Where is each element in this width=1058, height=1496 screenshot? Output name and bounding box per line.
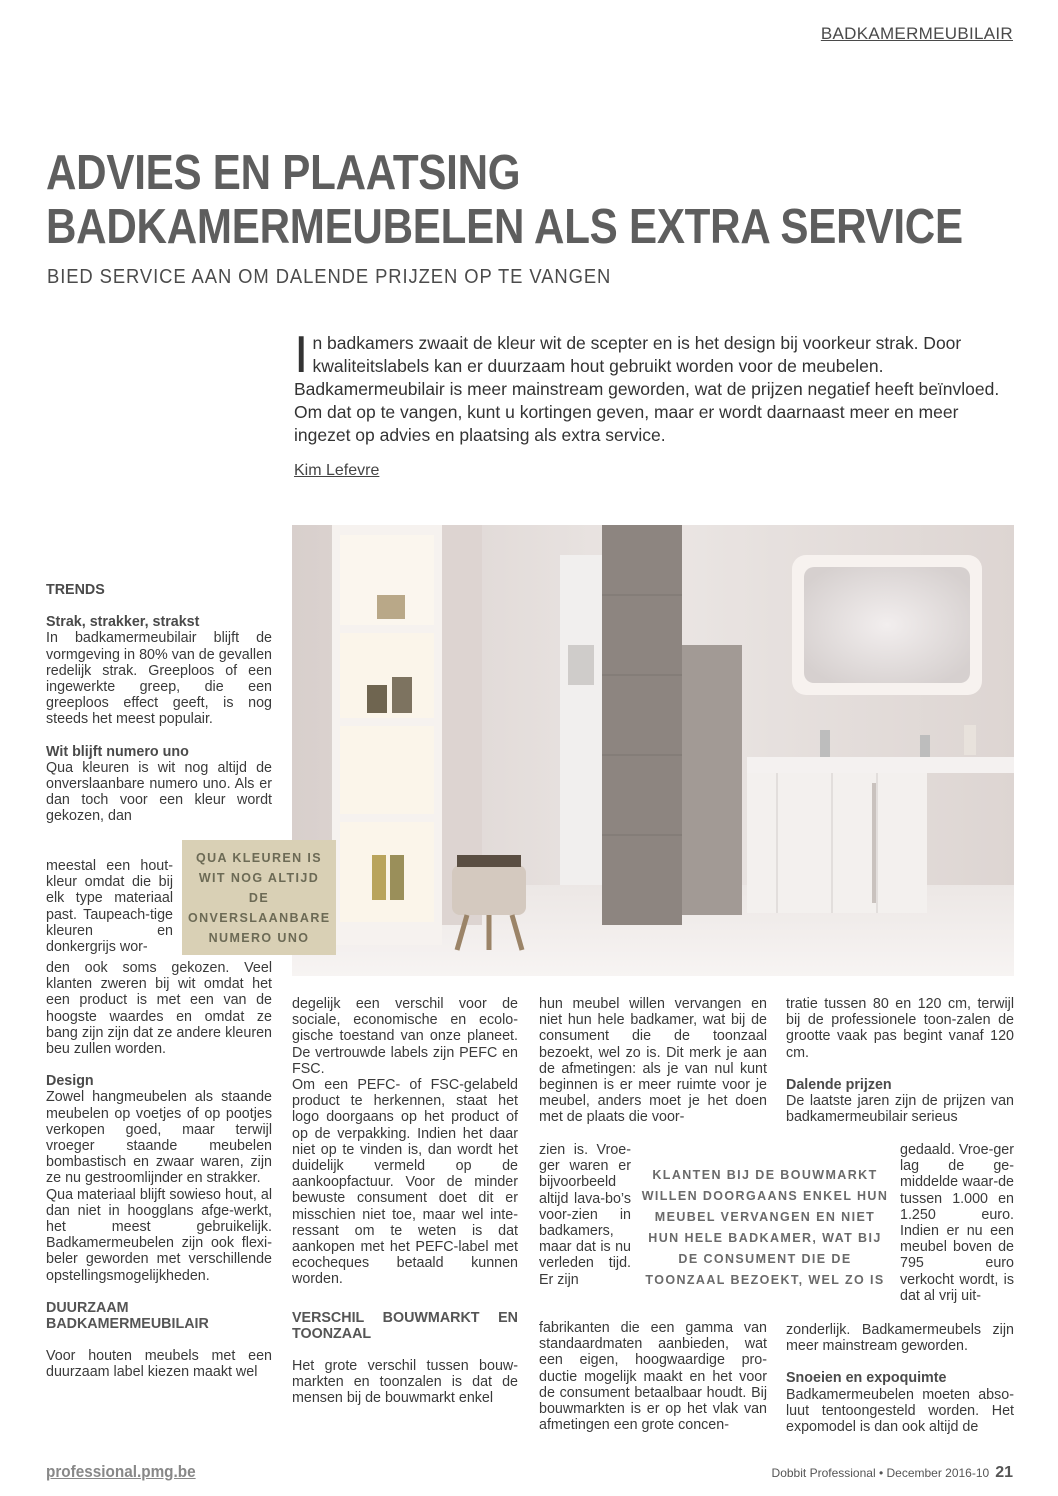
paragraph-col3-1: hun meubel willen vervangen en niet hun hele badkamer, wat bij de consument die de toonzaal bezoekt, wel zo is. Dit merk je aan de afmetingen: als je van nul kunt beginnen is er meer ruimte voor je meubel, anders moet je het doen met de plaats die voor-	[539, 996, 767, 1126]
paragraph-col3-1b: zien is. Vroe-ger waren er bijvoorbeeld altijd lava-bo’s voor-zien in badkamers, maar dat is nu verleden tijd. Er zijn	[539, 1142, 631, 1288]
heading-strak: Strak, strakker, strakst	[46, 614, 200, 631]
pull-quote-2: KLANTEN BIJ DE BOUWMARKT WILLEN DOORGAANS ENKEL HUN MEUBEL VERVANGEN EN NIET HUN HELE BADKAMER, WAT BIJ DE CONSUMENT DIE DE TOONZAAL BEZOEKT, WEL ZO IS	[641, 1168, 889, 1287]
heading-design: Design	[46, 1073, 94, 1090]
title-line-2: BADKAMERMEUBELEN ALS EXTRA SERVICE	[46, 200, 963, 254]
paragraph-col4-2a: De laatste jaren zijn de prijzen van badkamermeubilair serieus	[786, 1093, 1014, 1126]
heading-verschil: VERSCHIL BOUWMARKT EN TOONZAAL	[292, 1309, 518, 1342]
column-4	[786, 996, 1014, 1125]
article-title	[46, 146, 963, 254]
paragraph-col3-2: fabrikanten die een gamma van standaardmaten aanbieden, wat een eigen, hoogwaardige pro-ductie mogelijk maakt en het voor de consument betaalbaar houdt. Bij bouwmarkten is er op het vlak van afmetingen een grote concen-	[539, 1320, 767, 1434]
heading-snoeien: Snoeien en expoquimte	[786, 1370, 947, 1387]
paragraph-wit-c: den ook soms gekozen. Veel klanten zweren bij wit omdat het een product is met een van de hoogste waardes en omdat ze bang zijn zijn dat ze andere kleuren beu zullen worden.	[46, 960, 272, 1058]
paragraph-col4-2b: gedaald. Vroe-ger lag de ge-middelde waar-de tussen 1.000 en 1.250 euro. Indien er nu een meubel boven de 795 euro verkocht wordt, is dat al vrij uit-	[900, 1142, 1014, 1304]
heading-duurzaam: DUURZAAM BADKAMERMEUBILAIR	[46, 1299, 209, 1333]
section-tag: BADKAMERMEUBILAIR	[820, 24, 1013, 43]
paragraph-wit-a: Qua kleuren is wit nog altijd de onverslaanbare numero uno. Als er dan toch voor een kleur wordt gekozen, dan	[46, 759, 272, 825]
heading-dalende: Dalende prijzen	[786, 1076, 892, 1093]
heading-trends: TRENDS	[46, 582, 105, 598]
paragraph-col2-3: Het grote verschil tussen bouw-markten en toonzalen is dat de mensen bij de bouwmarkt enkel	[292, 1358, 518, 1407]
paragraph-duurzaam: Voor houten meubels met een duurzaam label kiezen maakt wel	[46, 1348, 272, 1381]
pull-quote-1: QUA KLEUREN IS WIT NOG ALTIJD DE ONVERSLAANBARE NUMERO UNO	[182, 840, 336, 955]
drop-cap: I	[294, 326, 309, 384]
column-2	[292, 996, 518, 1407]
paragraph-col4-1: tratie tussen 80 en 120 cm, terwijl bij de professionele toon-zalen de grootte vaak pas begint vanaf 120 cm.	[786, 996, 1014, 1061]
paragraph-design-2: Qua materiaal blijft sowieso hout, al dan niet in hoogglans afge-werkt, het meest gebruikelijk. Badkamermeubelen zijn ook flexi-beler geworden met verschillende opstellingsmogelijkheden.	[46, 1186, 272, 1284]
heading-wit: Wit blijft numero uno	[46, 743, 189, 760]
column-1-wrap	[46, 858, 173, 955]
paragraph-design-1: Zowel hangmeubelen als staande meubelen op voetjes of op pootjes verkopen goed, maar terwijl vroeger staande meubelen bombastisch en zwaar waren, zijn ze nu gestroomlijnder en strakker.	[46, 1089, 272, 1187]
intro-text: n badkamers zwaait de kleur wit de scepter en is het design bij voorkeur strak. Door kwaliteitslabels kan er duurzaam hout gebruikt worden voor de meubelen. Badkamermeubilair is meer mainstream geworden, wat de prijzen negatief heeft beïnvloed. Om dat op te vangen, kunt u kortingen geven, maar er wordt daarnaast meer en meer ingezet op advies en plaatsing als extra service.	[294, 333, 1000, 445]
column-1-cont	[46, 960, 272, 1381]
paragraph-col2-1: degelijk een verschil voor de sociale, economische en ecolo-gische toestand van onze planeet. De vertrouwde labels zijn PEFC en FSC.	[292, 996, 518, 1077]
paragraph-col2-2: Om een PEFC- of FSC-gelabeld product te herkennen, staat het logo doorgaans op het product of op de verpakking. Indien het daar niet op te vinden is, dan wordt het duidelijk vermeld op de aankoopfactuur. Voor de minder bewuste consument doet dit er misschien niet toe, maar wel inte-ressant om te weten is dat aankopen met het PEFC-label met ecocheques betaald kunnen worden.	[292, 1077, 518, 1288]
paragraph-wit-b: meestal een hout-kleur omdat die bij elk type materiaal past. Taupeach-tige kleuren en donkergrijs wor-	[46, 858, 173, 956]
footer-info	[772, 1464, 1013, 1482]
column-3-wrap	[539, 1142, 631, 1288]
bathroom-illustration	[292, 525, 1014, 976]
paragraph-strak: In badkamermeubilair blijft de vormgeving in 80% van de gevallen redelijk strak. Greeploos of een ingewerkte greep, die een greeploos effect geeft, is nog steeds het meest populair.	[46, 630, 272, 728]
column-3	[539, 996, 767, 1126]
article-subtitle: BIED SERVICE AAN OM DALENDE PRIJZEN OP TE VANGEN	[47, 266, 612, 288]
column-3-cont	[539, 1320, 767, 1433]
bathroom-photo	[292, 525, 1014, 976]
intro-paragraph	[294, 326, 1014, 447]
page-number: 21	[995, 1464, 1013, 1481]
footer-website-link[interactable]: professional.pmg.be	[46, 1462, 196, 1481]
paragraph-col4-2c: zonderlijk. Badkamermeubels zijn meer mainstream geworden.	[786, 1322, 1014, 1355]
column-1	[46, 582, 272, 825]
author-byline: Kim Lefevre	[294, 462, 380, 479]
footer-magazine: Dobbit Professional • December 2016-10	[771, 1466, 990, 1480]
paragraph-col4-3: Badkamermeubelen moeten abso-luut tentoongesteld worden. Het expomodel is dan ook altijd de	[786, 1386, 1014, 1436]
title-line-1: ADVIES EN PLAATSING	[46, 146, 521, 200]
column-4-wrap	[900, 1142, 1014, 1304]
column-4-cont	[786, 1322, 1014, 1435]
